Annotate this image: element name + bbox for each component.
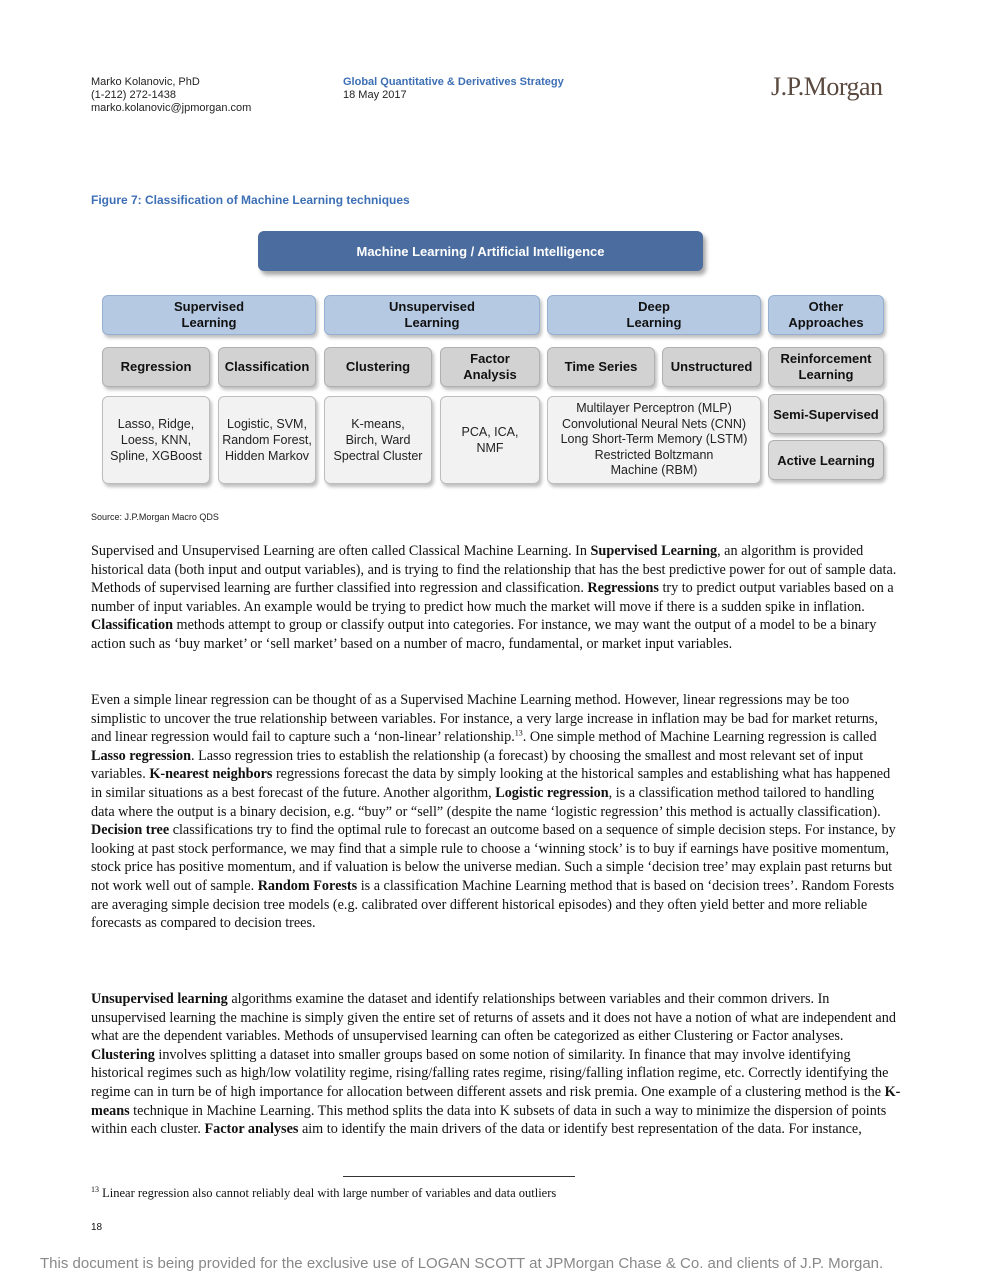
text-run: regressions forecast the data by simply looking at the historical samples and establishing what has happened in similar situations as a best forecast of the future. Another algorithm,: [91, 766, 891, 801]
report-info: [343, 76, 564, 102]
text-run: aim to identify the main drivers of the data or identify best representation of the data. For instance,: [298, 1121, 862, 1138]
bold-term: Clustering: [91, 1046, 155, 1063]
bold-term: Supervised Learning: [590, 543, 718, 559]
figure-source: Source: J.P.Morgan Macro QDS: [91, 512, 219, 522]
text-run: Supervised and Unsupervised Learning are often called Classical Machine Learning. In: [91, 543, 591, 559]
footnote-text: Linear regression also cannot reliably deal with large number of variables and data outliers: [99, 1186, 557, 1200]
category-other-approaches: Other Approaches: [768, 295, 884, 335]
bold-term: K-means: [91, 1083, 901, 1119]
bold-term: Regressions: [587, 580, 659, 597]
paragraph-unsupervised-learning: [91, 990, 901, 1139]
leaf-clustering-methods: K-means, Birch, Ward Spectral Cluster: [324, 396, 432, 484]
usage-disclaimer: This document is being provided for the exclusive use of LOGAN SCOTT at JPMorgan Chase & Co. and clients of J.P. Morgan.: [40, 1255, 884, 1272]
bold-term: K-nearest neighbors: [149, 766, 273, 783]
paragraph-regression-methods: [91, 691, 901, 933]
bold-term: Lasso regression: [91, 747, 191, 764]
text-run: Even a simple linear regression can be thought of as a Supervised Machine Learning method. However, linear regressions may be too simplistic to uncover the true relationship between variables. For instance, a very large increase in inflation may be bad for market returns, and linear regression would fail to capture such a ‘non-linear’ relationship.: [91, 692, 878, 746]
text-run: , an algorithm is provided historical data (both input and output variables), and is trying to find the relationship that has the best predictive power for out of sample data. Methods of supervised learning are further classified into regression and classification.: [91, 543, 897, 597]
report-date: 18 May 2017: [343, 89, 407, 101]
text-run: methods attempt to group or classify output into categories. For instance, we may want the output of a model to be a binary action such as ‘buy market’ or ‘sell market’ based on a number of macro, fundamental, or market input variables.: [91, 617, 877, 652]
text-run: . One simple method of Machine Learning regression is called: [522, 729, 877, 746]
subcategory-time-series: Time Series: [547, 347, 655, 387]
bold-term: Logistic regression: [495, 784, 609, 801]
leaf-factor-methods: PCA, ICA, NMF: [440, 396, 540, 484]
subcategory-unstructured: Unstructured: [662, 347, 761, 387]
author-phone: (1-212) 272-1438: [91, 89, 177, 101]
footnote-ref: 13: [514, 728, 523, 738]
subcategory-reinforcement-learning: Reinforcement Learning: [768, 347, 884, 387]
category-supervised-learning: Supervised Learning: [102, 295, 316, 335]
bold-term: Classification: [91, 617, 173, 634]
subcategory-regression: Regression: [102, 347, 210, 387]
bold-term: Unsupervised learning: [91, 991, 228, 1007]
text-run: is a classification Machine Learning method that is based on ‘decision trees’. Random Forests are averaging simple decision tree models (e.g. calibrated over different historical episodes) and they often yield better and more reliable forecasts as compared to decision trees.: [91, 877, 895, 932]
subcategory-factor-analysis: Factor Analysis: [440, 347, 540, 387]
category-unsupervised-learning: Unsupervised Learning: [324, 295, 540, 335]
footnote-number: 13: [91, 1184, 99, 1194]
paragraph-supervised-learning: [91, 542, 901, 654]
diagram-root-box: Machine Learning / Artificial Intelligence: [258, 231, 703, 271]
text-run: , is a classification method tailored to handling data where the output is a binary decision, e.g. “buy” or “sell” (despite the name ‘logistic regression’ this method is actually classification).: [91, 784, 881, 820]
leaf-semi-supervised: Semi-Supervised: [768, 394, 884, 434]
figure-title: Figure 7: Classification of Machine Learning techniques: [91, 193, 410, 207]
text-run: involves splitting a dataset into smaller groups based on some notion of similarity. In finance that may involve identifying historical regimes such as high/low volatility regime, rising/falling rates regime, rising/falling inflation regime, etc. Correctly identifying the regime can in turn be of high importance for allocation between different assets and risk premia. One example of a clustering method is the: [91, 1046, 889, 1100]
bold-term: Factor analyses: [204, 1121, 299, 1138]
subcategory-classification: Classification: [218, 347, 316, 387]
department: Global Quantitative & Derivatives Strategy: [343, 76, 564, 88]
leaf-active-learning: Active Learning: [768, 440, 884, 480]
author-block: [91, 76, 251, 115]
leaf-deep-learning-methods: Multilayer Perceptron (MLP) Convolutional Neural Nets (CNN) Long Short-Term Memory (LSTM) Restricted Boltzmann Machine (RBM): [547, 396, 761, 484]
text-run: try to predict output variables based on a number of input variables. An example would be trying to predict how much the market will move if there is a sudden spike in inflation.: [91, 580, 894, 615]
category-deep-learning: Deep Learning: [547, 295, 761, 335]
author-email: marko.kolanovic@jpmorgan.com: [91, 102, 252, 114]
jpmorgan-logo: J.P.Morgan: [771, 72, 883, 101]
bold-term: Decision tree: [91, 822, 170, 839]
text-run: . Lasso regression tries to establish the relationship (a forecast) by choosing the smallest and most relevant set of input variables.: [91, 747, 864, 783]
author-name: Marko Kolanovic, PhD: [91, 76, 200, 88]
footnote: [91, 1186, 556, 1201]
subcategory-clustering: Clustering: [324, 347, 432, 387]
text-run: algorithms examine the dataset and identify relationships between variables and their common drivers. In unsupervised learning the machine is simply given the entire set of returns of assets and it does not have a notion of what are independent and what are the dependent variables. Methods of unsupervised learning can often be categorized as either Clustering or Factor analyses.: [91, 991, 896, 1045]
leaf-regression-methods: Lasso, Ridge, Loess, KNN, Spline, XGBoost: [102, 396, 210, 484]
text-run: classifications try to find the optimal rule to forecast an outcome based on a sequence of simple decision steps. For instance, by looking at past stock performance, we may find that a simple rule to choose a ‘winning stock’ is to buy if earnings have positive momentum, stock price has positive momentum, and if valuation is below the universe median. Such a simple ‘decision tree’ may explain past returns but not work well out of sample.: [91, 822, 896, 894]
leaf-classification-methods: Logistic, SVM, Random Forest, Hidden Markov: [218, 396, 316, 484]
footnote-divider: [343, 1176, 575, 1177]
text-run: technique in Machine Learning. This method splits the data into K subsets of data in such a way to minimize the dispersion of points within each cluster.: [91, 1102, 887, 1138]
bold-term: Random Forests: [257, 877, 358, 894]
page-number: 18: [91, 1222, 103, 1233]
